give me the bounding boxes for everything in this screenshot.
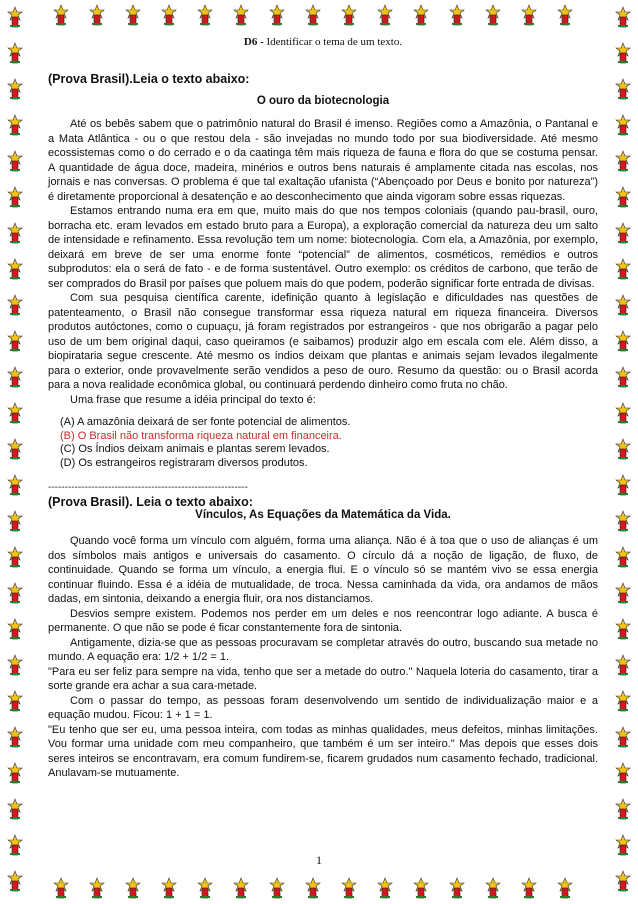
left-border <box>2 0 28 903</box>
candle-star-icon <box>230 877 252 899</box>
candle-star-icon <box>374 4 396 26</box>
candle-star-icon <box>4 618 26 640</box>
question-2-heading: (Prova Brasil). Leia o texto abaixo: <box>48 495 253 509</box>
q2-paragraph: Antigamente, dizia-se que as pessoas procuravam se completar através do outro, buscando sua metade no mundo. A equação era: 1/2 + 1/2 = 1. <box>48 636 598 663</box>
q1-paragraph: Até os bebês sabem que o patrimônio natural do Brasil é imenso. Regiões como a Amazônia, o Pantanal e a Mata Atlântica - ou o que restou dela - são invejadas no mundo todo por sua biodiversidade. Até mesmo ecossistemas como o do cerrado e o da caatinga têm mais riqueza de fauna e flora do que se costuma pensar. A quantidade de água doce, madeira, minérios e outros bens naturais é amplamente citada nas escolas, nos jornais e nas conversas. O problema é que tal exaltação ufanista (“Abençoado por Deus e bonito por natureza”) é diretamente proporcional à desatenção e ao desconhecimento que ainda vigoram sobre essas riquezas. <box>48 118 598 203</box>
candle-star-icon <box>612 78 634 100</box>
candle-star-icon <box>4 42 26 64</box>
option-c[interactable]: (C) Os Índios deixam animais e plantas serem levados. <box>60 443 330 455</box>
candle-star-icon <box>374 877 396 899</box>
candle-star-icon <box>612 150 634 172</box>
candle-star-icon <box>612 582 634 604</box>
candle-star-icon <box>612 474 634 496</box>
candle-star-icon <box>612 546 634 568</box>
candle-star-icon <box>266 4 288 26</box>
candle-star-icon <box>4 726 26 748</box>
candle-star-icon <box>482 4 504 26</box>
candle-star-icon <box>612 114 634 136</box>
candle-star-icon <box>122 4 144 26</box>
option-a[interactable]: (A) A amazônia deixará de ser fonte potencial de alimentos. <box>60 416 351 428</box>
candle-star-icon <box>4 258 26 280</box>
q2-paragraph: "Eu tenho que ser eu, uma pessoa inteira, com todas as minhas qualidades, meus defeitos, minhas limitações. Vou formar uma unidade com meu companheiro, que também é um ser inteiro." Mas depois que esses dois seres inteiros se encontravam, era comum fundirem-se, ficarem grudados num casamento fechado, tradicional. Anulavam-se mutuamente. <box>48 723 598 779</box>
candle-star-icon <box>86 877 108 899</box>
candle-star-icon <box>302 877 324 899</box>
candle-star-icon <box>612 438 634 460</box>
candle-star-icon <box>4 798 26 820</box>
candle-star-icon <box>446 877 468 899</box>
candle-star-icon <box>4 438 26 460</box>
candle-star-icon <box>4 510 26 532</box>
candle-star-icon <box>4 546 26 568</box>
document-page <box>48 36 598 781</box>
candle-star-icon <box>4 762 26 784</box>
option-b[interactable]: (B) O Brasil não transforma riqueza natural em financeira. <box>60 429 342 442</box>
question-1-text-title: O ouro da biotecnologia <box>256 95 390 107</box>
q2-paragraph: "Para eu ser feliz para sempre na vida, tenho que ser a metade do outro." Naquela loteria do casamento, tirar a sorte grande era achar a sua cara-metade. <box>48 665 598 692</box>
candle-star-icon <box>4 582 26 604</box>
candle-star-icon <box>4 402 26 424</box>
candle-star-icon <box>338 4 360 26</box>
page-number: 1 <box>316 853 322 867</box>
q1-prompt: Uma frase que resume a idéia principal do texto é: <box>70 393 316 406</box>
candle-star-icon <box>158 877 180 899</box>
page-header <box>48 36 598 48</box>
candle-star-icon <box>612 222 634 244</box>
option-d[interactable]: (D) Os estrangeiros registraram diversos produtos. <box>60 456 308 469</box>
candle-star-icon <box>158 4 180 26</box>
candle-star-icon <box>266 877 288 899</box>
candle-star-icon <box>612 186 634 208</box>
candle-star-icon <box>446 4 468 26</box>
candle-star-icon <box>230 4 252 26</box>
candle-star-icon <box>4 654 26 676</box>
candle-star-icon <box>4 150 26 172</box>
question-2-text-title: Vínculos, As Equações da Matemática da Vida. <box>195 509 451 521</box>
candle-star-icon <box>4 186 26 208</box>
candle-star-icon <box>194 877 216 899</box>
candle-star-icon <box>554 877 576 899</box>
candle-star-icon <box>612 258 634 280</box>
candle-star-icon <box>4 474 26 496</box>
candle-star-icon <box>410 877 432 899</box>
candle-star-icon <box>302 4 324 26</box>
candle-star-icon <box>612 690 634 712</box>
top-border <box>0 2 638 28</box>
candle-star-icon <box>86 4 108 26</box>
candle-star-icon <box>410 4 432 26</box>
candle-star-icon <box>4 690 26 712</box>
q2-paragraph: Com o passar do tempo, as pessoas foram desenvolvendo um sentido de individualização maior e a equação mudou. Ficou: 1 + 1 = 1. <box>48 694 598 721</box>
candle-star-icon <box>612 42 634 64</box>
candle-star-icon <box>50 877 72 899</box>
candle-star-icon <box>4 222 26 244</box>
candle-star-icon <box>612 798 634 820</box>
q2-paragraph: Desvios sempre existem. Podemos nos perder em um deles e nos reencontrar logo adiante. A busca é permanente. O que não se pode é ficar constantemente fora de sintonia. <box>48 607 598 634</box>
candle-star-icon <box>4 330 26 352</box>
candle-star-icon <box>612 762 634 784</box>
candle-star-icon <box>518 877 540 899</box>
candle-star-icon <box>612 330 634 352</box>
candle-star-icon <box>194 4 216 26</box>
candle-star-icon <box>554 4 576 26</box>
descriptor-code: D6 - <box>243 36 264 48</box>
candle-star-icon <box>612 510 634 532</box>
candle-star-icon <box>612 654 634 676</box>
bottom-border <box>0 875 638 901</box>
section-separator: ------------------------------------------------------------ <box>48 482 248 493</box>
candle-star-icon <box>50 4 72 26</box>
candle-star-icon <box>122 877 144 899</box>
q1-paragraph: Estamos entrando numa era em que, muito mais do que nos tempos coloniais (quando pau-brasil, ouro, borracha etc. eram levados em estado bruto para a Europa), a exploração comercial da natureza deu um salto de intensidade e refinamento. Essa revolução tem um nome: biotecnologia. Com ela, a Amazônia, por exemplo, deixará em breve de ser uma enorme fonte “potencial” de alimentos, cosméticos, remédios e outros subprodutos: ela o será de fato - e de forma sustentável. Outro exemplo: os créditos de carbono, que terão de ser comprados do Brasil por países que poluem mais do que podem, poderão significar forte entrada de divisas. <box>48 205 598 290</box>
candle-star-icon <box>612 366 634 388</box>
candle-star-icon <box>612 402 634 424</box>
descriptor-text: Identificar o tema de um texto. <box>266 36 403 48</box>
q2-paragraph: Quando você forma um vínculo com alguém, forma uma aliança. Não é à toa que o uso de alianças é um dos símbolos mais antigos e universais do casamento. O círculo dá a noção de ligação, de fluxo, de continuidade. Quando se forma um vínculo, a energia flui. E o vínculo só se mantém vivo se essa energia continuar fluindo. Essa é a idéia de mutualidade, de troca. Nessa caminhada da vida, ora andamos de mãos dadas, em sintonia, deixando a energia fluir, ora nos distanciamos. <box>48 535 598 605</box>
candle-star-icon <box>4 114 26 136</box>
candle-star-icon <box>612 618 634 640</box>
candle-star-icon <box>518 4 540 26</box>
candle-star-icon <box>612 294 634 316</box>
candle-star-icon <box>482 877 504 899</box>
candle-star-icon <box>4 78 26 100</box>
candle-star-icon <box>612 726 634 748</box>
right-border <box>610 0 636 903</box>
question-1-heading: (Prova Brasil).Leia o texto abaixo: <box>48 72 250 86</box>
q1-paragraph: Com sua pesquisa científica carente, idefinição quanto à legislação e dificuldades nas questões de patenteamento, o Brasil não consegue transformar essa riqueza natural em riqueza financeira. Diversos produtos autóctones, como o cupuaçu, já foram registrados por estrangeiros - que nos obrigarão a pagar pelo uso de um bem original daqui, caso queiramos (e saibamos) produzir algo em escala com ele. Além disso, a biopirataria segue crescente. Até mesmo os índios deixam que plantas e animais sejam levados ilegalmente para o exterior, onde provavelmente serão vendidos a peso de ouro. Resumo da questão: ou o Brasil acorda para a nova realidade econômica global, ou continuará perdendo dinheiro como fruta no chão. <box>48 292 598 391</box>
candle-star-icon <box>4 366 26 388</box>
candle-star-icon <box>4 294 26 316</box>
candle-star-icon <box>338 877 360 899</box>
